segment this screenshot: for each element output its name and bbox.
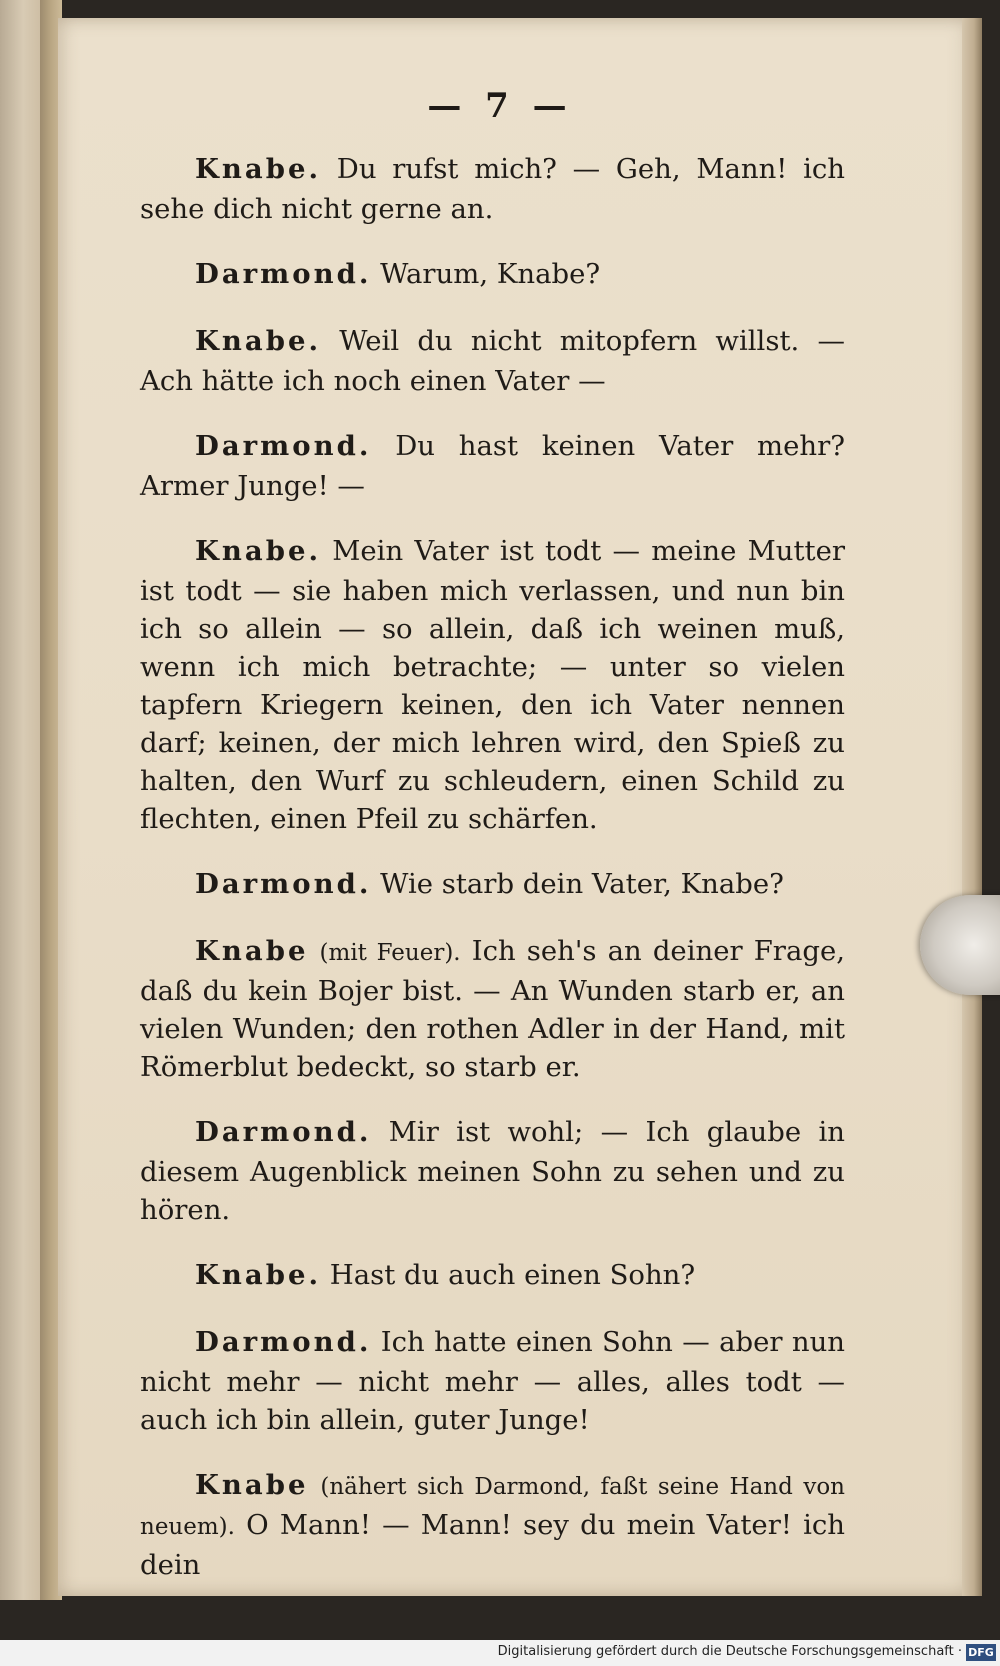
dialogue-text: Du rufst mich? — Geh, Mann! ich sehe dich nicht gerne an.: [140, 153, 846, 225]
speaker-name: Darmond.: [195, 430, 372, 462]
dialogue-text: Warum, Knabe?: [380, 258, 601, 290]
dialogue-text: Du hast keinen Vater mehr? Armer Junge! —: [140, 430, 845, 502]
dialogue-paragraph: [140, 532, 845, 838]
footer-bar: [0, 1640, 1000, 1666]
dialogue-paragraph: [140, 427, 845, 505]
speaker-name: Knabe.: [195, 1259, 322, 1291]
speaker-name: Darmond.: [195, 868, 372, 900]
speaker-name: Knabe: [195, 1469, 309, 1501]
dialogue-text: Mir ist wohl; — Ich glaube in diesem Augenblick meinen Sohn zu sehen und zu hören.: [140, 1116, 845, 1226]
speaker-name: Knabe.: [195, 325, 322, 357]
speaker-name: Knabe: [195, 935, 309, 967]
speaker-name: Knabe.: [195, 535, 322, 567]
dialogue-paragraph: [140, 1323, 845, 1439]
dialogue-paragraph: [140, 1466, 845, 1584]
speaker-name: Darmond.: [195, 1326, 372, 1358]
dialogue-text: Ich hatte einen Sohn — aber nun nicht mehr — nicht mehr — alles, alles todt — auch ich bin allein, guter Junge!: [140, 1326, 845, 1436]
dialogue-paragraph: [140, 255, 845, 295]
dialogue-text: Weil du nicht mitopfern willst. — Ach hätte ich noch einen Vater —: [140, 325, 845, 397]
stage-direction: (mit Feuer).: [319, 940, 461, 966]
dialogue-text: O Mann! — Mann! sey du mein Vater! ich dein: [140, 1509, 845, 1581]
stage-direction: (nähert sich Darmond, faßt seine Hand von neuem).: [140, 1474, 845, 1540]
dialogue-paragraph: [140, 322, 845, 400]
funding-notice: Digitalisierung gefördert durch die Deutsche Forschungsgemeinschaft ·: [497, 1644, 962, 1659]
speaker-name: Darmond.: [195, 1116, 372, 1148]
page-right-edge: [962, 18, 982, 1596]
dialogue-text: Hast du auch einen Sohn?: [329, 1259, 696, 1291]
speaker-name: Darmond.: [195, 258, 372, 290]
dialogue-paragraph: [140, 865, 845, 905]
dialogue-text: Mein Vater ist todt — meine Mutter ist todt — sie haben mich verlassen, und nun bin ich so allein — so allein, daß ich weinen muß, wenn ich mich betrachte; — unter so vielen tapfern Kriegern keinen, den ich Vater nennen darf; keinen, der mich lehren wird, den Spieß zu halten, den Wurf zu schleudern, einen Schild zu flechten, einen Pfeil zu schärfen.: [140, 535, 845, 835]
speaker-name: Knabe.: [195, 153, 322, 185]
dialogue-paragraph: [140, 932, 845, 1086]
dialogue-paragraph: [140, 1256, 845, 1296]
dialogue-paragraph: [140, 1113, 845, 1229]
page-number: — 7 —: [427, 86, 573, 126]
dialogue-text: Wie starb dein Vater, Knabe?: [380, 868, 784, 900]
dialogue-text: Ich seh's an deiner Frage, daß du kein Bojer bist. — An Wunden starb er, an vielen Wunden; den rothen Adler in der Hand, mit Römerblut bedeckt, so starb er.: [140, 935, 845, 1083]
page-text: [140, 150, 845, 1611]
dfg-logo: DFG: [966, 1644, 996, 1661]
dialogue-paragraph: [140, 150, 845, 228]
